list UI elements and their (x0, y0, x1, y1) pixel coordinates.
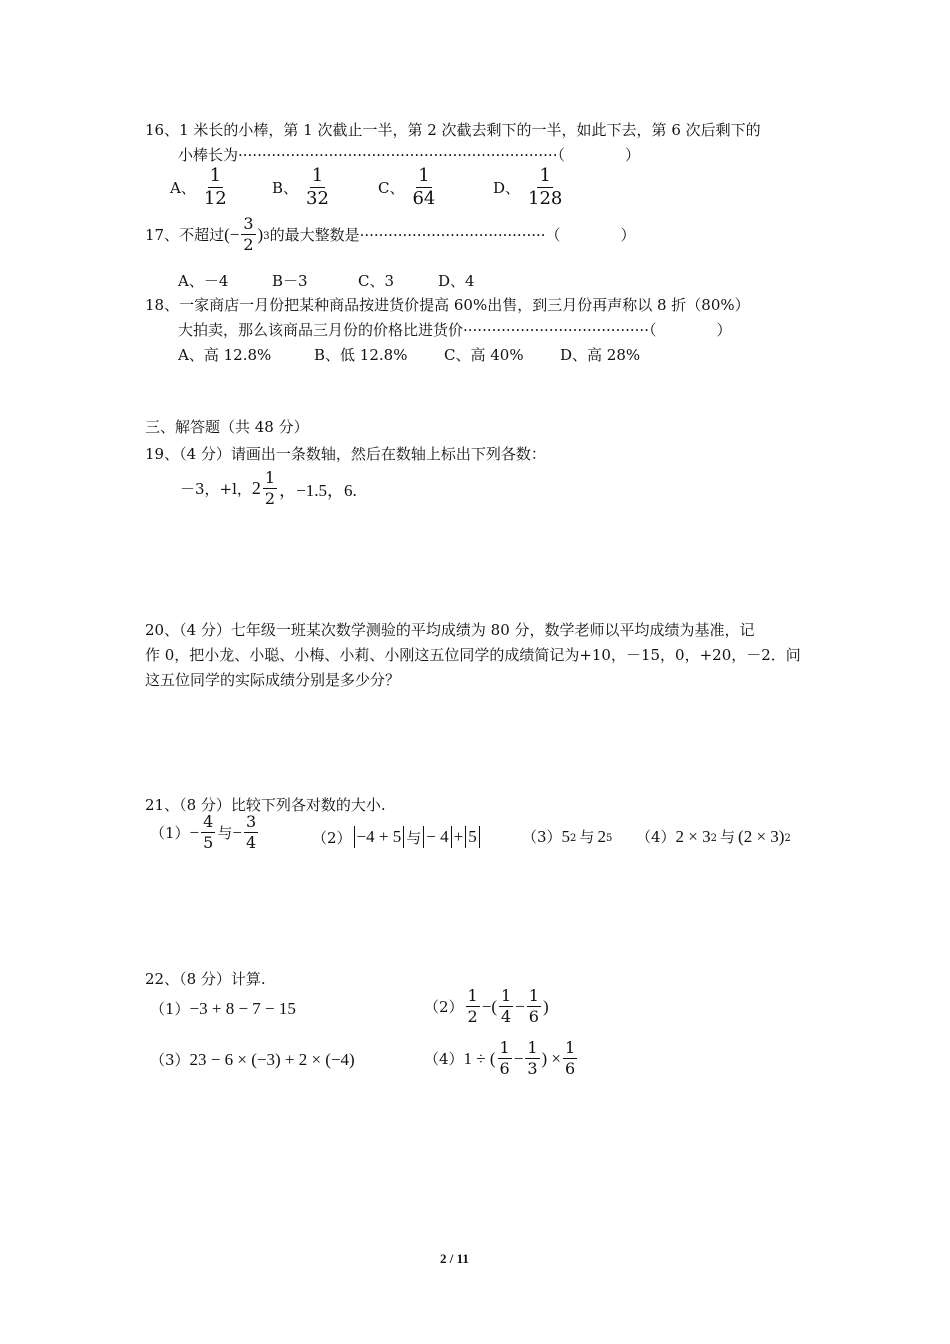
q18-option-c[interactable]: C、高 40% (444, 346, 524, 364)
q16-line2: 小棒长为···································································（ ） (178, 146, 640, 164)
q16-option-a[interactable]: A、 $\frac{1}{12}$ (170, 165, 227, 209)
q21-line1: 21、（8 分）比较下列各对数的大小. (145, 796, 386, 814)
q19-line1: 19、（4 分）请画出一条数轴，然后在数轴上标出下列各数： (145, 445, 546, 463)
q22-part1: （1） −3 + 8 − 7 − 15 (150, 998, 296, 1018)
q17-option-b[interactable]: B－3 (272, 272, 308, 290)
q21-part4: （4） 2 × 3 2 与 (2 × 3) 2 (636, 826, 791, 846)
q19-numbers: －3，+l， 2 $\frac{1}{2}$ ，−1.5，6. (180, 468, 357, 508)
answer-bracket[interactable]: （ ） (557, 146, 640, 164)
q16-option-c[interactable]: C、 $\frac{1}{64}$ (378, 165, 436, 209)
q16-line1: 16、1 米长的小棒，第 1 次截止一半，第 2 次截去剩下的一半，如此下去，第 6 次后剩下的 (145, 121, 761, 139)
q18-line2: 大拍卖，那么该商品三月份的价格比进货价·······································（ ） (178, 321, 732, 339)
q21-part2: （2） −4 + 5 与 − 4 + 5 (312, 826, 482, 848)
q17-stem: 17、不超过 (− $\frac{3}{2}$ ) 3 的最大整数是······································· （ ） (145, 214, 636, 254)
answer-bracket[interactable]: （ ） (545, 226, 636, 244)
q18-line1: 18、一家商店一月份把某种商品按进货价提高 60%出售，到三月份再声称以 8 折（80%） (145, 296, 750, 314)
q16-option-d[interactable]: D、 $\frac{1}{128}$ (493, 165, 563, 209)
q22-part4: （4） 1 ÷ ( $\frac{1}{6}$ − $\frac{1}{3}$ ) × $\frac{1}{6}$ (424, 1038, 576, 1078)
q22-part2: （2） $\frac{1}{2}$ −( $\frac{1}{4}$ − $\frac{1}{6}$ ) (424, 986, 549, 1026)
q16-option-b[interactable]: B、 $\frac{1}{32}$ (272, 165, 329, 209)
q22-line1: 22、（8 分）计算. (145, 970, 266, 988)
q17-option-d[interactable]: D、4 (438, 272, 475, 290)
q21-part3: （3） 5 2 与 2 5 (522, 826, 613, 846)
q20-line3: 这五位同学的实际成绩分别是多少分？ (145, 671, 401, 689)
q17-option-a[interactable]: A、－4 (178, 272, 229, 290)
q21-part1: （1） − $\frac{4}{5}$ 与 − $\frac{3}{4}$ (150, 812, 257, 852)
q18-option-b[interactable]: B、低 12.8% (314, 346, 408, 364)
q22-part3: （3） 23 − 6 × (−3) + 2 × (−4) (150, 1049, 355, 1069)
q18-option-a[interactable]: A、高 12.8% (178, 346, 272, 364)
q17-option-c[interactable]: C、3 (358, 272, 395, 290)
section-title: 三、解答题（共 48 分） (145, 418, 309, 436)
q20-line1: 20、（4 分）七年级一班某次数学测验的平均成绩为 80 分，数学老师以平均成绩为基准，记 (145, 621, 755, 639)
q18-option-d[interactable]: D、高 28% (560, 346, 641, 364)
answer-bracket[interactable]: （ ） (648, 321, 732, 339)
q20-line2: 作 0，把小龙、小聪、小梅、小莉、小刚这五位同学的成绩简记为+10，－15，0，+20，－2．问 (145, 646, 801, 664)
page-number: 2 / 11 (440, 1251, 469, 1266)
